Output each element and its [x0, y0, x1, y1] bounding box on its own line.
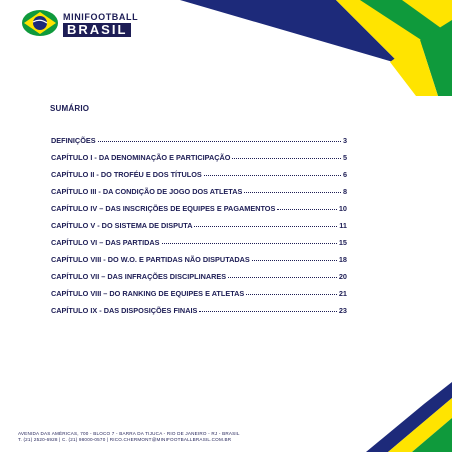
toc-item[interactable]	[51, 204, 347, 221]
toc-page-number: 23	[338, 306, 347, 315]
table-of-contents	[51, 136, 347, 323]
summary-title: SUMÁRIO	[50, 104, 90, 113]
toc-label: CAPÍTULO VIII – DO RANKING DE EQUIPES E ATLETAS	[51, 289, 245, 298]
toc-leader-dots	[232, 158, 340, 159]
toc-item[interactable]	[51, 153, 347, 170]
toc-item[interactable]	[51, 306, 347, 323]
toc-leader-dots	[228, 277, 337, 278]
toc-leader-dots	[204, 175, 341, 176]
toc-page-number: 11	[339, 221, 347, 230]
toc-item[interactable]	[51, 255, 347, 272]
toc-leader-dots	[194, 226, 337, 227]
toc-label: CAPÍTULO III - DA CONDIÇÃO DE JOGO DOS ATLETAS	[51, 187, 243, 196]
toc-label: DEFINIÇÕES	[51, 136, 96, 145]
footer-contact: T. (21) 2520-6928 | C. (21) 98000-0570 | RICO.CHERMONT@MINIFOOTBALLBRASIL.COM.BR	[18, 437, 232, 442]
toc-label: CAPÍTULO II - DO TROFÉU E DOS TÍTULOS	[51, 170, 202, 179]
toc-item[interactable]	[51, 272, 347, 289]
toc-label: CAPÍTULO I - DA DENOMINAÇÃO E PARTICIPAÇÃO	[51, 153, 231, 162]
toc-label: CAPÍTULO VI – DAS PARTIDAS	[51, 238, 160, 247]
toc-page-number: 3	[342, 136, 347, 145]
toc-leader-dots	[277, 209, 337, 210]
toc-item[interactable]	[51, 238, 347, 255]
toc-page-number: 6	[342, 170, 347, 179]
toc-page-number: 18	[338, 255, 347, 264]
toc-item[interactable]	[51, 170, 347, 187]
toc-leader-dots	[252, 260, 337, 261]
logo-text-bottom: BRASIL	[63, 23, 131, 37]
toc-page-number: 10	[338, 204, 347, 213]
toc-leader-dots	[199, 311, 337, 312]
toc-page-number: 8	[342, 187, 347, 196]
toc-item[interactable]	[51, 289, 347, 306]
toc-leader-dots	[244, 192, 341, 193]
toc-item[interactable]	[51, 136, 347, 153]
toc-page-number: 15	[338, 238, 347, 247]
toc-leader-dots	[162, 243, 337, 244]
toc-item[interactable]	[51, 221, 347, 238]
toc-label: CAPÍTULO IX - DAS DISPOSIÇÕES FINAIS	[51, 306, 198, 315]
toc-leader-dots	[98, 141, 341, 142]
logo-text-top: MINIFOOTBALL	[63, 12, 139, 22]
logo-ball-icon	[20, 8, 60, 38]
toc-label: CAPÍTULO V - DO SISTEMA DE DISPUTA	[51, 221, 193, 230]
toc-page-number: 20	[338, 272, 347, 281]
top-right-decoration	[180, 0, 452, 96]
toc-page-number: 21	[338, 289, 347, 298]
toc-item[interactable]	[51, 187, 347, 204]
toc-page-number: 5	[342, 153, 347, 162]
footer-address: AVENIDA DAS AMÉRICAS, 700 - BLOCO 7 - BARRA DA TIJUCA - RIO DE JANEIRO - RJ - BRASIL	[18, 431, 240, 436]
page-footer	[18, 431, 318, 443]
brand-logo	[20, 8, 150, 38]
toc-label: CAPÍTULO VIII - DO W.O. E PARTIDAS NÃO DISPUTADAS	[51, 255, 250, 264]
bottom-right-decoration	[366, 380, 452, 452]
toc-label: CAPÍTULO VII – DAS INFRAÇÕES DISCIPLINARES	[51, 272, 227, 281]
toc-label: CAPÍTULO IV – DAS INSCRIÇÕES DE EQUIPES E PAGAMENTOS	[51, 204, 276, 213]
toc-leader-dots	[246, 294, 337, 295]
